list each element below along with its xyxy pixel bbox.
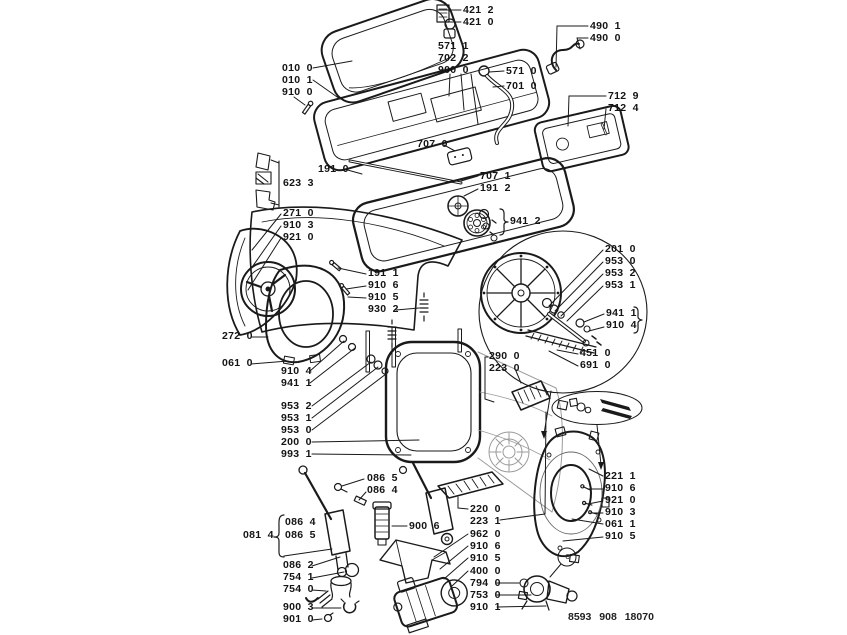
- detail-balloon-small: [552, 392, 642, 471]
- bracket-plate-drawing: [447, 147, 472, 165]
- part-label: 421 0: [463, 16, 494, 28]
- part-label: 490 1: [590, 20, 621, 32]
- part-label: 191 2: [480, 182, 511, 194]
- part-label: 623 3: [283, 177, 314, 189]
- part-label: 400 0: [470, 565, 501, 577]
- part-label: 941 1: [281, 377, 312, 389]
- part-label: 910 1: [470, 601, 501, 613]
- part-label: 910 0: [282, 86, 313, 98]
- part-label: 910 5: [470, 552, 501, 564]
- part-label: 691 0: [580, 359, 611, 371]
- part-label: 702 2: [438, 52, 469, 64]
- part-label: 081 4: [243, 529, 274, 541]
- pressure-hose-drawing: [546, 40, 584, 75]
- part-label: 910 4: [281, 365, 312, 377]
- part-label: 272 0: [222, 330, 253, 342]
- brace-brackets: [274, 209, 642, 587]
- part-label: 707 1: [480, 170, 511, 182]
- part-label: 910 6: [368, 279, 399, 291]
- diagram-code: 8593 908 18070: [568, 611, 654, 623]
- mounting-bracket-drawing: [380, 540, 450, 583]
- part-label: 910 5: [368, 291, 399, 303]
- part-label: 451 0: [580, 347, 611, 359]
- part-label: 271 0: [283, 207, 314, 219]
- part-label: 223 0: [489, 362, 520, 374]
- part-label: 421 2: [463, 4, 494, 16]
- part-label: 900 3: [283, 601, 314, 613]
- part-label: 086 4: [285, 516, 316, 528]
- part-label: 086 5: [367, 472, 398, 484]
- part-label: 794 0: [470, 577, 501, 589]
- crossbar-rod-drawing: [350, 161, 461, 183]
- base-plate-drawing: [438, 472, 503, 498]
- part-label: 712 9: [608, 90, 639, 102]
- part-label: 941 2: [510, 215, 541, 227]
- counterweight-drawing: [512, 381, 550, 410]
- part-label: 910 5: [605, 530, 636, 542]
- part-label: 086 2: [283, 559, 314, 571]
- part-label: 191 0: [318, 163, 349, 175]
- part-label: 086 4: [367, 484, 398, 496]
- part-label: 962 0: [470, 528, 501, 540]
- side-panel-drawing: [227, 229, 297, 335]
- hinge-small-parts-drawing: [256, 153, 279, 210]
- part-label: 061 0: [222, 357, 253, 369]
- part-label: 953 2: [605, 267, 636, 279]
- part-label: 201 0: [605, 243, 636, 255]
- part-label: 921 0: [283, 231, 314, 243]
- drain-parts-drawing: [306, 564, 359, 622]
- part-label: 953 0: [281, 424, 312, 436]
- part-label: 223 1: [470, 515, 501, 527]
- part-label: 712 4: [608, 102, 639, 114]
- part-label: 701 0: [506, 80, 537, 92]
- part-label: 220 0: [470, 503, 501, 515]
- part-label: 061 1: [605, 518, 636, 530]
- part-label: 010 1: [282, 74, 313, 86]
- part-label: 993 1: [281, 448, 312, 460]
- part-label: 571 1: [438, 40, 469, 52]
- part-label: 490 0: [590, 32, 621, 44]
- console-panel-drawing: [533, 104, 630, 173]
- part-label: 086 5: [285, 529, 316, 541]
- part-label: 941 1: [606, 307, 637, 319]
- part-label: 930 2: [368, 303, 399, 315]
- part-label: 290 0: [489, 350, 520, 362]
- part-label: 900 0: [438, 64, 469, 76]
- part-label: 953 1: [605, 279, 636, 291]
- part-label: 900 6: [409, 520, 440, 532]
- motor-drawing: [387, 562, 474, 635]
- part-label: 754 0: [283, 583, 314, 595]
- part-label: 010 0: [282, 62, 313, 74]
- part-label: 910 4: [606, 319, 637, 331]
- part-label: 571 0: [506, 65, 537, 77]
- pulleys-drawing: [448, 196, 497, 241]
- part-label: 707 0: [417, 138, 448, 150]
- part-label: 910 3: [283, 219, 314, 231]
- part-label: 191 1: [368, 267, 399, 279]
- cartridge-drawing: [373, 502, 391, 545]
- balloon-letter: c: [565, 551, 570, 561]
- part-label: 910 6: [605, 482, 636, 494]
- part-label: 953 0: [605, 255, 636, 267]
- part-label: 200 0: [281, 436, 312, 448]
- part-label: 221 1: [605, 470, 636, 482]
- part-label: 901 0: [283, 613, 314, 625]
- part-label: 910 6: [470, 540, 501, 552]
- part-label: 921 0: [605, 494, 636, 506]
- part-label: 753 0: [470, 589, 501, 601]
- part-label: 953 2: [281, 400, 312, 412]
- part-label: 953 1: [281, 412, 312, 424]
- part-label: 910 3: [605, 506, 636, 518]
- part-label: 754 1: [283, 571, 314, 583]
